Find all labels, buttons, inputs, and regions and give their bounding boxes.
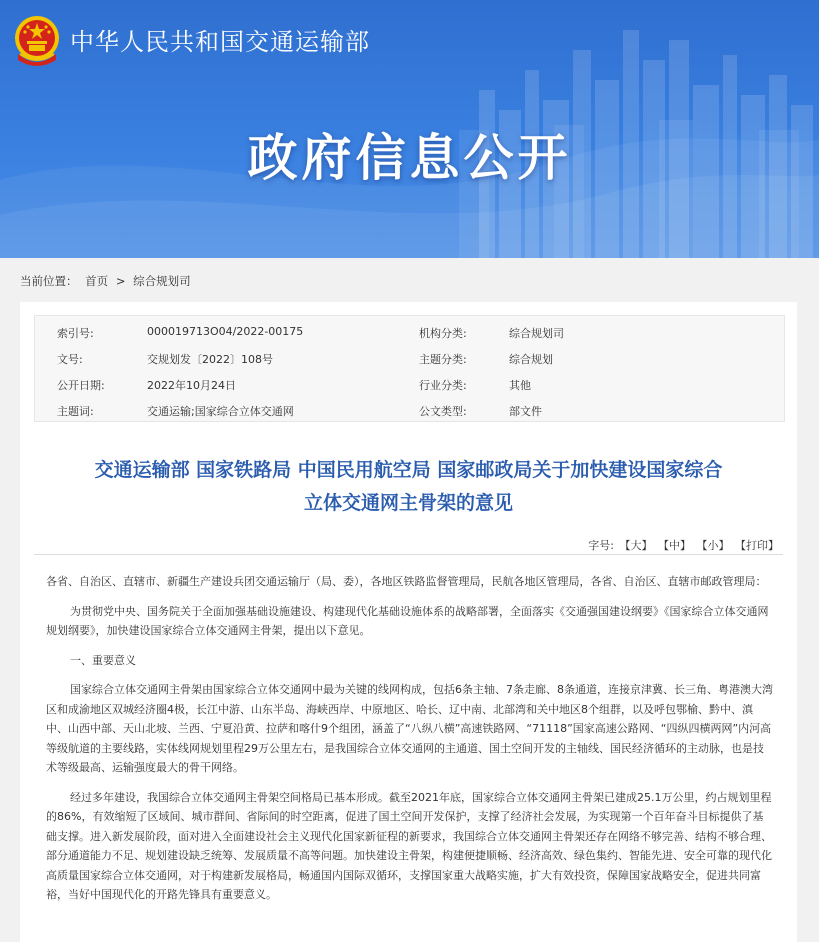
- font-size-large-button[interactable]: 【大】: [619, 539, 653, 552]
- article-paragraph: 经过多年建设，我国综合立体交通网主骨架空间格局已基本形成。截至2021年底，国家综合立体交通网主骨架已建成25.1万公里，约占规划里程的86%，有效缩短了区域间、城市群间、省际间的时空距离，促进了国土空间开发保护，支撑了经济社会发展，为实现第一个百年奋斗目标提供了基础支撑。进入新发展阶段，面对进入全面建设社会主义现代化国家新征程的新要求，我国综合立体交通网主骨架还存在网络不够完善、结构不够合理、部分通道能力不足、规划建设缺乏统筹、发展质量不高等问题。加快建设主骨架，构建便捷顺畅、经济高效、绿色集约、智能先进、安全可靠的现代化高质量国家综合立体交通网，对于构建新发展格局，畅通国内国际双循环，支撑国家重大战略实施，扩大有效投资，保障国家战略安全，促进共同富裕，当好中国现代化的开路先锋具有重要意义。: [46, 790, 772, 901]
- document-title-line: 立体交通网主骨架的意见: [303, 492, 513, 514]
- hero-title: 政府信息公开: [247, 129, 572, 187]
- breadcrumb-label: 当前位置：: [20, 274, 78, 288]
- font-size-medium-button[interactable]: 【中】: [658, 539, 691, 552]
- meta-date-value: 2022年10月24日: [147, 379, 236, 392]
- meta-doc-no-label: 文号:: [57, 353, 83, 366]
- article-paragraph-recipients: 各省、自治区、直辖市、新疆生产建设兵团交通运输厅（局、委），各地区铁路监督管理局，民航各地区管理局，各省、自治区、直辖市邮政管理局：: [46, 575, 767, 588]
- article-body: [46, 572, 774, 915]
- breadcrumb-current-link[interactable]: 综合规划司: [133, 274, 191, 288]
- font-size-small-button[interactable]: 【小】: [696, 539, 730, 552]
- meta-keyword-label: 主题词:: [57, 405, 94, 418]
- document-title: [30, 454, 787, 520]
- document-metadata-table: [34, 315, 785, 422]
- meta-keyword-value: 交通运输;国家综合立体交通网: [147, 405, 294, 418]
- meta-row: [35, 318, 784, 344]
- meta-doc-no-value: 交规划发〔2022〕108号: [147, 353, 273, 366]
- title-divider: [34, 554, 783, 555]
- print-button[interactable]: 【打印】: [735, 539, 779, 552]
- document-title-line: 交通运输部 国家铁路局 中国民用航空局 国家邮政局关于加快建设国家综合: [94, 459, 723, 481]
- meta-index-label: 索引号:: [57, 327, 94, 340]
- meta-doc-type-value: 部文件: [509, 405, 542, 418]
- national-emblem-icon: [12, 14, 62, 68]
- header-banner: [0, 0, 819, 258]
- meta-row: [35, 370, 784, 396]
- meta-org-value: 综合规划司: [509, 327, 564, 340]
- meta-row: [35, 396, 784, 422]
- section-heading: 一、重要意义: [70, 653, 136, 667]
- meta-date-label: 公开日期:: [57, 379, 105, 392]
- article-paragraph: 国家综合立体交通网主骨架由国家综合立体交通网中最为关键的线网构成，包括6条主轴、7条走廊、8条通道，连接京津冀、长三角、粤港澳大湾区和成渝地区双城经济圈4极，长江中游、山东半岛、海峡西岸、中原地区、哈长、辽中南、北部湾和关中地区8个组群，以及呼包鄂榆、黔中、滇中、山西中部、天山北坡、兰西、宁夏沿黄、拉萨和喀什9个组团，涵盖了“八纵八横”高速铁路网、“71118”国家高速公路网、“四纵四横两网”内河高等级航道的主要线路，实体线网规划里程29万公里左右，是我国综合立体交通网的主通道、国土空间开发的主轴线、国民经济循环的主动脉，也是技术等级最高、运输强度最大的骨干网络。: [46, 683, 773, 774]
- meta-doc-type-label: 公文类型:: [419, 405, 467, 418]
- font-size-label: 字号:: [588, 539, 614, 552]
- meta-industry-label: 行业分类:: [419, 379, 467, 392]
- content-card: [20, 302, 797, 942]
- meta-topic-label: 主题分类:: [419, 353, 467, 366]
- site-name[interactable]: 中华人民共和国交通运输部: [70, 28, 370, 56]
- breadcrumb-separator: >: [115, 274, 126, 288]
- meta-org-label: 机构分类:: [419, 327, 467, 340]
- font-size-controls: [586, 537, 779, 553]
- breadcrumb: [20, 273, 195, 289]
- meta-industry-value: 其他: [509, 379, 531, 392]
- meta-row: [35, 344, 784, 370]
- breadcrumb-home-link[interactable]: 首页: [85, 274, 109, 288]
- meta-index-value: 000019713O04/2022-00175: [147, 325, 304, 338]
- meta-topic-value: 综合规划: [509, 353, 553, 366]
- article-paragraph: 为贯彻党中央、国务院关于全面加强基础设施建设、构建现代化基础设施体系的战略部署，全面落实《交通强国建设纲要》《国家综合立体交通网规划纲要》，加快建设国家综合立体交通网主骨架，提出以下意见。: [46, 604, 769, 637]
